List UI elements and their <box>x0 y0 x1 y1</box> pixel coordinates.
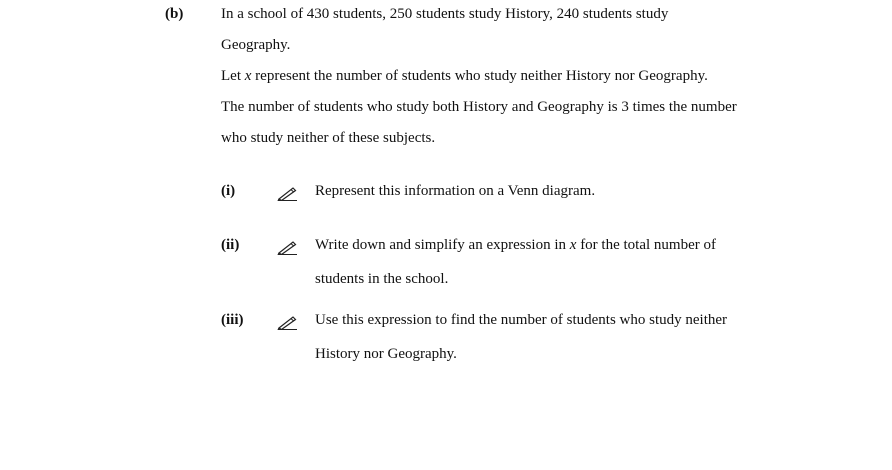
subpart-iii-line-1: Use this expression to find the number of students who study neither <box>315 312 728 328</box>
both-line-2: who study neither of these subjects. <box>221 130 436 146</box>
pencil-icon <box>276 314 298 330</box>
let-line <box>221 68 708 85</box>
let-line-post: represent the number of students who study neither History nor Geography. <box>251 68 708 84</box>
subpart-i-label: (i) <box>221 183 236 199</box>
subpart-ii-pre: Write down and simplify an expression in <box>315 237 570 253</box>
subpart-ii-label: (ii) <box>221 237 240 253</box>
pencil-icon <box>276 185 298 201</box>
subpart-ii-line-1 <box>315 237 716 254</box>
let-line-pre: Let <box>221 68 245 84</box>
part-label: (b) <box>165 6 184 22</box>
variable-x: x <box>569 237 577 253</box>
subpart-iii-label: (iii) <box>221 312 244 328</box>
subpart-ii-line-2: students in the school. <box>315 271 449 287</box>
variable-x: x <box>244 68 252 84</box>
pencil-icon <box>276 239 298 255</box>
both-line-1: The number of students who study both History and Geography is 3 times the number <box>221 99 737 115</box>
subpart-ii-post: for the total number of <box>576 237 716 253</box>
stem-line-2: Geography. <box>221 37 291 53</box>
subpart-i-text: Represent this information on a Venn diagram. <box>315 183 596 199</box>
stem-line-1: In a school of 430 students, 250 students study History, 240 students study <box>221 6 669 22</box>
subpart-iii-line-2: History nor Geography. <box>315 346 457 362</box>
